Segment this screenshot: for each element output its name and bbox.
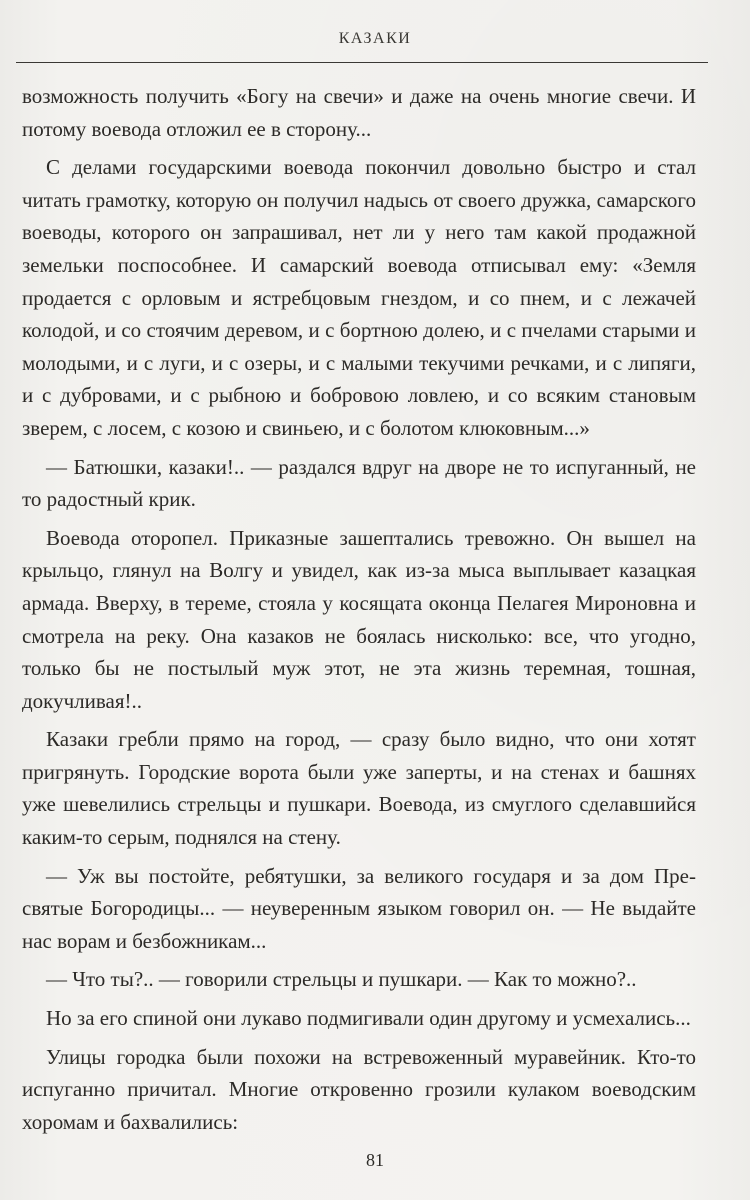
paragraph: Казаки гребли прямо на город, — сразу было видно, что они хотят пригрянуть. Городские ворота были уже заперты, и на стенах и башнях уже шевелились стрельцы и пушкари. Воевода, из смуглого сделавшийся каким-то серым, поднялся на стену. [22,727,696,850]
paragraph: Улицы городка были похожи на встревоженный муравейник. Кто-то испуганно причитал. Многие откровенно грозили кулаком воеводским хоромам и бахвалились: [22,1044,696,1134]
running-head: КАЗАКИ [338,30,412,47]
header-rule [16,62,708,63]
paragraph: С делами государскими воевода покончил довольно быстро и стал читать грамотку, которую он получил надысь от своего дружка, самарского воеводы, которого он запрашивал, нет ли у него там какой продажной земельки поспособнее. И самарский воевода отписывал ему: «Земля продается с орловым и ястребцовым гнездом, и со пнем, и с лежачей колодой, и со стоячим деревом, и с бортною долею, и с пчелами старыми и молодыми, и с луги, и с озеры, и с малыми текучими речками, и с липяги, и с дубровами, и с рыбною и бобровою ловлею, и со всяким становым зверем, с лосем, с козою и свиньею, и с болотом клюковным...» [22,155,696,440]
paragraph: Но за его спиной они лукаво подмигивали один другому и усмехались... [46,1006,691,1031]
paragraph: Воевода оторопел. Приказные зашептались тревожно. Он вышел на крыльцо, глянул на Волгу и увидел, как из-за мыса выплывает казацкая армада. Вверху, в тереме, стояла у косящата оконца Пелагея Мироновна и смотрела на реку. Она казаков не боялась нисколько: все, что угодно, только бы не постылый муж этот, не эта жизнь теремная, тошная, докучливая!.. [22,525,696,713]
paragraph: возможность получить «Богу на свечи» и даже на очень многие свечи. И потому воевода отложил ее в сторону... [22,84,696,141]
paragraph: — Уж вы постойте, ребятушки, за великого государя и за дом Пресвятые Богородицы... — неуверенным языком говорил он. — Не выдайте нас ворам и безбожникам... [22,863,696,953]
text-body [22,80,696,1144]
paragraph: — Батюшки, казаки!.. — раздался вдруг на дворе не то испуганный, не то радостный крик. [22,454,696,512]
page-number: 81 [366,1150,384,1170]
paragraph: — Что ты?.. — говорили стрельцы и пушкари. — Как то можно?.. [46,967,637,992]
